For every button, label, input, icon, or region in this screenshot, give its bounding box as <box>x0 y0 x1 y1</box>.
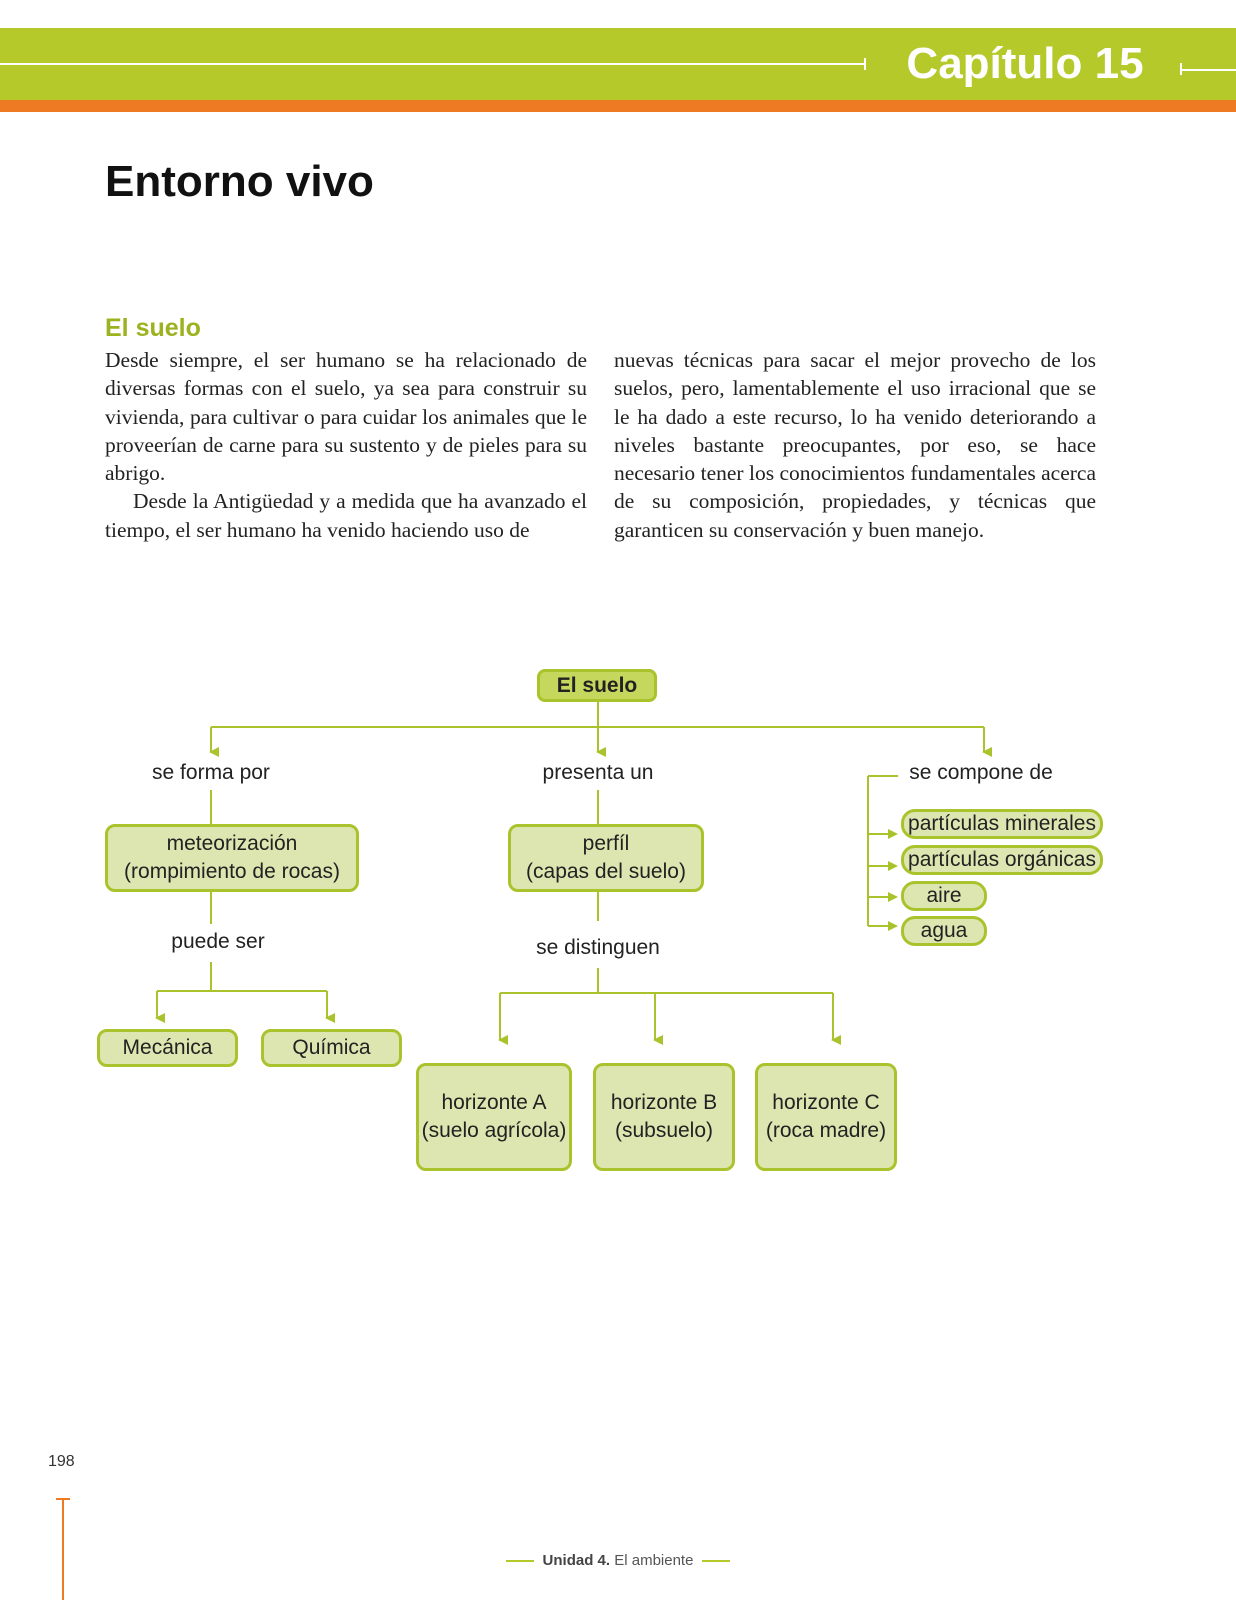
component-label: partículas orgánicas <box>908 848 1096 871</box>
page-title: Entorno vivo <box>105 157 374 206</box>
node-mecanica <box>97 1029 238 1067</box>
paragraph-2-part-1: Desde la Antigüedad y a medida que ha avanzado el tiempo, el ser humano ha venido haciendo uso de <box>105 489 587 542</box>
node-particulas-minerales <box>901 809 1103 839</box>
link-presenta-un: presenta un <box>542 761 654 784</box>
footer-unit-title: El ambiente <box>614 1552 694 1569</box>
node-perfil-line2: (capas del suelo) <box>526 860 686 883</box>
component-label: agua <box>920 919 968 942</box>
node-meteorizacion <box>105 824 359 892</box>
node-meteorizacion-line2: (rompimiento de rocas) <box>124 860 340 883</box>
node-horizonte-c-line1: horizonte C <box>772 1091 880 1114</box>
concept-root-node <box>537 669 657 702</box>
footer-rule-left <box>506 1560 534 1562</box>
node-quimica <box>261 1029 402 1067</box>
link-se-forma-por: se forma por <box>152 761 270 784</box>
node-horizonte-a-line2: (suelo agrícola) <box>421 1119 567 1142</box>
footer <box>0 1552 1236 1569</box>
concept-root-label: El suelo <box>556 673 638 697</box>
node-aire <box>901 881 987 911</box>
component-label: aire <box>926 884 962 907</box>
footer-unit: Unidad 4. <box>542 1552 611 1569</box>
margin-rule-tick <box>56 1498 70 1500</box>
link-se-distinguen: se distinguen <box>536 936 660 959</box>
chapter-label: Capítulo 15 <box>906 39 1144 88</box>
node-horizonte-a <box>416 1063 572 1171</box>
node-meteorizacion-line1: meteorización <box>166 832 298 855</box>
page-number: 198 <box>48 1453 75 1470</box>
component-label: partículas minerales <box>908 812 1096 835</box>
node-agua <box>901 916 987 946</box>
node-quimica-label: Química <box>292 1036 371 1059</box>
node-horizonte-c-line2: (roca madre) <box>765 1119 887 1142</box>
footer-rule-right <box>702 1560 730 1562</box>
node-perfil-line1: perfíl <box>582 832 630 855</box>
node-horizonte-c <box>755 1063 897 1171</box>
node-horizonte-a-line1: horizonte A <box>441 1091 547 1114</box>
node-horizonte-b <box>593 1063 735 1171</box>
section-heading: El suelo <box>105 314 201 342</box>
paragraph-1: Desde siempre, el ser humano se ha relacionado de diversas formas con el suelo, ya sea para construir su vivienda, para cultivar o para cuidar los animales que le proveerían de carne para su sustento y de pieles para su abrigo. <box>105 348 587 486</box>
paragraph-2-continued: nuevas técnicas para sacar el mejor provecho de los suelos, pero, lamentablemente el uso irracional que se le ha dado a este recurso, lo ha venido deteriorando a niveles bastante preocupantes, por eso, se hace necesario tener los conocimientos fundamentales acerca de su composición, propiedades, y técnicas que garanticen su conservación y buen manejo. <box>614 348 1096 542</box>
node-horizonte-b-line1: horizonte B <box>610 1091 718 1114</box>
node-mecanica-label: Mecánica <box>122 1036 213 1059</box>
node-perfil <box>508 824 704 892</box>
node-particulas-organicas <box>901 845 1103 875</box>
link-puede-ser: puede ser <box>171 930 265 953</box>
node-horizonte-b-line2: (subsuelo) <box>614 1119 714 1142</box>
link-se-compone-de: se compone de <box>909 761 1053 784</box>
margin-rule <box>62 1498 64 1600</box>
